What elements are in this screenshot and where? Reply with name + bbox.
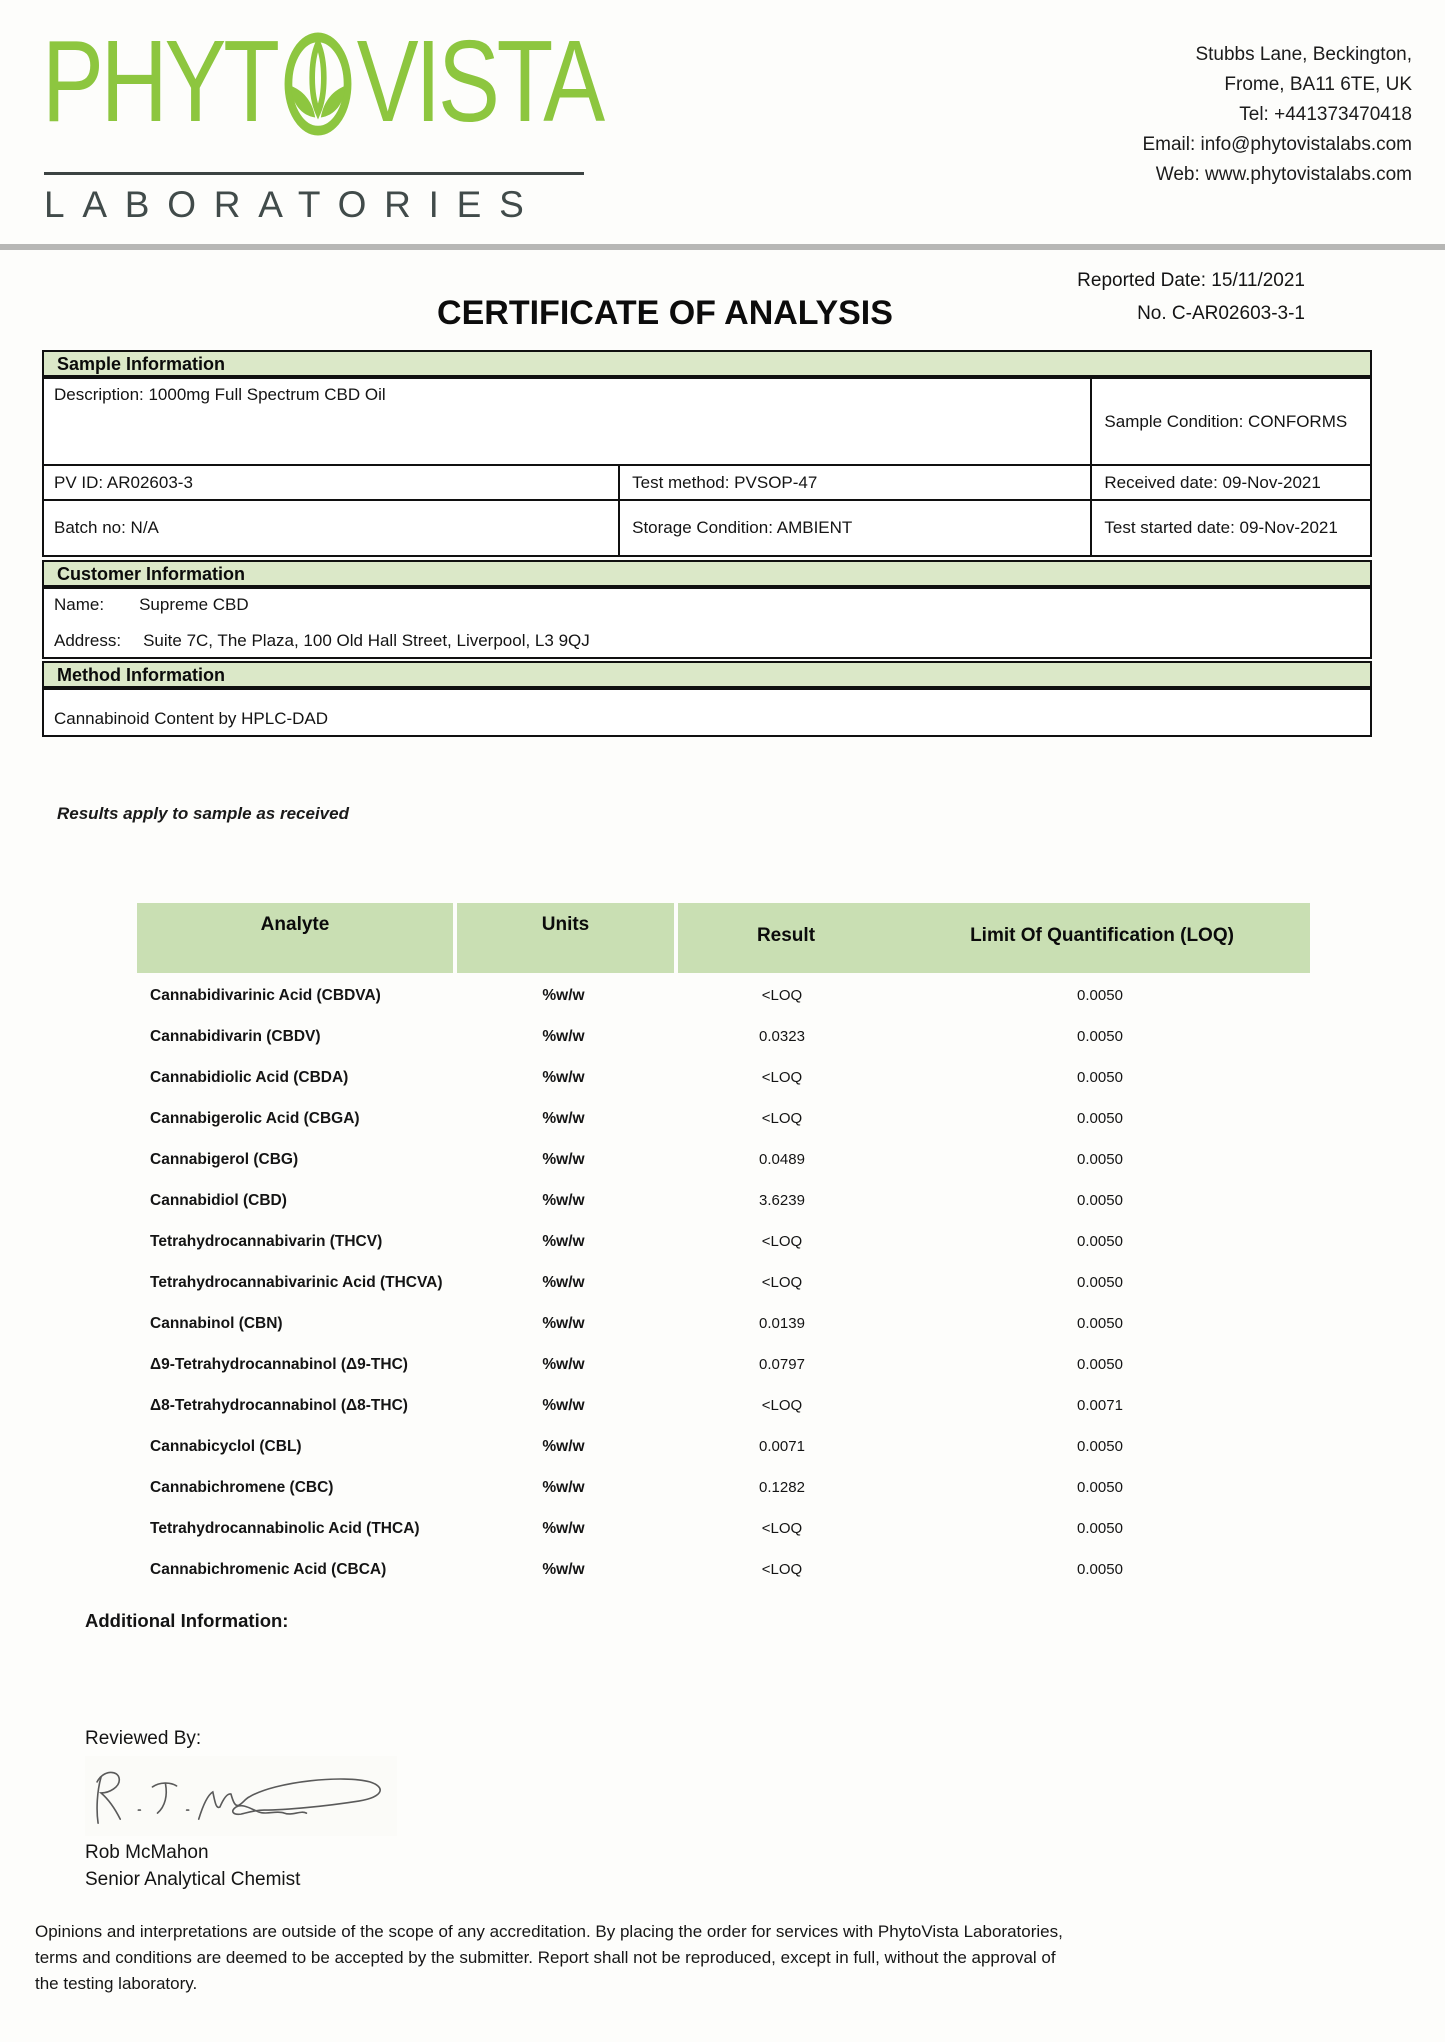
analyte-units: %w/w: [542, 1068, 585, 1086]
analyte-result: 0.0139: [759, 1315, 805, 1332]
header-analyte: Analyte: [137, 903, 453, 973]
header-units: Units: [457, 903, 674, 973]
header-result-loq: [678, 903, 1310, 973]
method-information-header: Method Information: [42, 661, 1372, 688]
test-started-date: Test started date: 09-Nov-2021: [1090, 501, 1370, 555]
results-table-header: [137, 903, 1310, 973]
results-note: Results apply to sample as received: [57, 804, 349, 823]
reported-date: Reported Date: 15/11/2021: [1077, 270, 1305, 291]
logo-subtitle: LABORATORIES: [44, 184, 542, 225]
signature-image: [85, 1756, 397, 1836]
customer-address-line: [54, 631, 1360, 651]
analyte-name: Cannabicyclol (CBL): [150, 1437, 302, 1455]
page-title: CERTIFICATE OF ANALYSIS: [437, 294, 893, 332]
analyte-loq: 0.0050: [1077, 1069, 1123, 1086]
analyte-name: Cannabidiolic Acid (CBDA): [150, 1068, 349, 1086]
table-row: [137, 1467, 1310, 1508]
analyte-loq: 0.0050: [1077, 1192, 1123, 1209]
analyte-loq: 0.0050: [1077, 1110, 1123, 1127]
logo-divider: [44, 172, 584, 175]
method-information-box: [42, 688, 1372, 737]
customer-address: Suite 7C, The Plaza, 100 Old Hall Street, Liverpool, L3 9QJ: [143, 631, 590, 650]
analyte-result: 0.0489: [759, 1151, 805, 1168]
analyte-units: %w/w: [542, 1150, 585, 1168]
analyte-result: 0.0071: [759, 1438, 805, 1455]
analyte-units: %w/w: [542, 1273, 585, 1291]
method-name: Cannabinoid Content by HPLC-DAD: [54, 709, 329, 728]
analyte-name: Cannabidiol (CBD): [150, 1191, 287, 1209]
contact-phone: Tel: +441373470418: [1239, 104, 1412, 125]
sample-information-header: Sample Information: [42, 350, 1372, 377]
batch-no: Batch no: N/A: [54, 518, 159, 537]
table-row: [137, 1016, 1310, 1057]
customer-name: Supreme CBD: [139, 595, 249, 614]
analyte-units: %w/w: [542, 1478, 585, 1496]
analyte-units: %w/w: [542, 1437, 585, 1455]
pv-id: PV ID: AR02603-3: [54, 472, 193, 492]
storage-condition: Storage Condition: AMBIENT: [618, 501, 1090, 555]
contact-web: Web: www.phytovistalabs.com: [1155, 164, 1412, 185]
header-result: Result: [756, 925, 816, 946]
disclaimer-line-3: the testing laboratory.: [35, 1974, 198, 1993]
analyte-units: %w/w: [542, 1191, 585, 1209]
analyte-name: Cannabinol (CBN): [150, 1314, 283, 1332]
customer-information-header: Customer Information: [42, 560, 1372, 587]
sample-description-row: [42, 377, 1372, 466]
received-date: Received date: 09-Nov-2021: [1090, 466, 1370, 499]
analyte-units: %w/w: [542, 1355, 585, 1373]
additional-information-label: Additional Information:: [85, 1610, 289, 1631]
analyte-result: <LOQ: [761, 1110, 803, 1127]
customer-name-label: Name:: [54, 595, 105, 614]
disclaimer-line-1: Opinions and interpretations are outside of the scope of any accreditation. By placing the order for services with PhytoVista Laboratories,: [35, 1922, 1063, 1941]
logo-word-start: PHYT: [42, 16, 277, 146]
reviewer-name: Rob McMahon: [85, 1842, 209, 1863]
contact-email: Email: info@phytovistalabs.com: [1142, 134, 1412, 155]
analyte-result: 0.0323: [759, 1028, 805, 1045]
analyte-units: %w/w: [542, 1232, 585, 1250]
analyte-name: Δ8-Tetrahydrocannabinol (Δ8-THC): [150, 1396, 408, 1414]
phytovista-logo: [42, 18, 602, 146]
analyte-loq: 0.0050: [1077, 1315, 1123, 1332]
contact-address-line-1: Stubbs Lane, Beckington,: [1195, 44, 1412, 65]
analyte-result: <LOQ: [761, 1274, 803, 1291]
reviewed-by-label: Reviewed By:: [85, 1728, 202, 1749]
contact-address-line-2: Frome, BA11 6TE, UK: [1224, 74, 1412, 95]
table-row: [137, 1303, 1310, 1344]
table-row: [137, 1344, 1310, 1385]
analyte-loq: 0.0050: [1077, 1028, 1123, 1045]
sample-condition: Sample Condition: CONFORMS: [1090, 379, 1370, 464]
table-row: [137, 1098, 1310, 1139]
header-loq: Limit Of Quantification (LOQ): [970, 925, 1234, 946]
disclaimer-line-2: terms and conditions are deemed to be accepted by the submitter. Report shall not be reproduced, except in full, without the approval of: [35, 1948, 1056, 1967]
table-row: [137, 975, 1310, 1016]
customer-information-box: [42, 587, 1372, 659]
analyte-name: Tetrahydrocannabivarin (THCV): [150, 1232, 383, 1250]
table-row: [137, 1262, 1310, 1303]
analyte-name: Tetrahydrocannabivarinic Acid (THCVA): [150, 1273, 443, 1291]
analyte-name: Cannabichromenic Acid (CBCA): [150, 1560, 387, 1578]
analyte-loq: 0.0050: [1077, 1561, 1123, 1578]
analyte-name: Tetrahydrocannabinolic Acid (THCA): [150, 1519, 420, 1537]
customer-address-label: Address:: [54, 631, 122, 650]
analyte-units: %w/w: [542, 986, 585, 1004]
analyte-loq: 0.0071: [1077, 1397, 1123, 1414]
analyte-name: Cannabigerol (CBG): [150, 1150, 299, 1168]
analyte-loq: 0.0050: [1077, 1233, 1123, 1250]
table-row: [137, 1426, 1310, 1467]
sample-description: Description: 1000mg Full Spectrum CBD Oil: [54, 385, 386, 404]
table-row: [137, 1549, 1310, 1590]
analyte-result: 3.6239: [759, 1192, 805, 1209]
table-row: [137, 1508, 1310, 1549]
analyte-result: <LOQ: [761, 1561, 803, 1578]
analyte-units: %w/w: [542, 1109, 585, 1127]
analyte-result: <LOQ: [761, 1397, 803, 1414]
results-table-body: [137, 975, 1310, 1590]
disclaimer: [35, 1919, 1430, 1997]
table-row: [137, 1139, 1310, 1180]
logo-wordmark: [42, 16, 602, 146]
leaf-icon: [283, 28, 353, 140]
analyte-name: Cannabigerolic Acid (CBGA): [150, 1109, 360, 1127]
analyte-units: %w/w: [542, 1560, 585, 1578]
report-number: No. C-AR02603-3-1: [1137, 303, 1305, 324]
customer-name-line: [54, 595, 1360, 615]
header-divider: [0, 244, 1445, 250]
table-row: [137, 1057, 1310, 1098]
analyte-loq: 0.0050: [1077, 1479, 1123, 1496]
analyte-result: <LOQ: [761, 1233, 803, 1250]
table-row: [137, 1385, 1310, 1426]
analyte-name: Cannabidivarin (CBDV): [150, 1027, 321, 1045]
results-table: [137, 903, 1310, 1590]
analyte-loq: 0.0050: [1077, 1520, 1123, 1537]
analyte-loq: 0.0050: [1077, 1151, 1123, 1168]
table-row: [137, 1221, 1310, 1262]
analyte-units: %w/w: [542, 1519, 585, 1537]
lab-contact-info: [792, 40, 1412, 190]
logo-word-end: VISTA: [356, 16, 602, 146]
analyte-name: Cannabichromene (CBC): [150, 1478, 334, 1496]
analyte-units: %w/w: [542, 1314, 585, 1332]
sample-batch-row: [42, 499, 1372, 557]
analyte-loq: 0.0050: [1077, 987, 1123, 1004]
analyte-result: <LOQ: [761, 1069, 803, 1086]
analyte-name: Cannabidivarinic Acid (CBDVA): [150, 986, 381, 1004]
analyte-loq: 0.0050: [1077, 1274, 1123, 1291]
analyte-loq: 0.0050: [1077, 1356, 1123, 1373]
analyte-units: %w/w: [542, 1027, 585, 1045]
sample-ids-row: [42, 464, 1372, 501]
reviewer-title: Senior Analytical Chemist: [85, 1869, 301, 1890]
analyte-result: <LOQ: [761, 987, 803, 1004]
analyte-result: 0.1282: [759, 1479, 805, 1496]
analyte-loq: 0.0050: [1077, 1438, 1123, 1455]
test-method: Test method: PVSOP-47: [618, 466, 1090, 499]
analyte-result: <LOQ: [761, 1520, 803, 1537]
analyte-name: Δ9-Tetrahydrocannabinol (Δ9-THC): [150, 1355, 408, 1373]
analyte-result: 0.0797: [759, 1356, 805, 1373]
analyte-units: %w/w: [542, 1396, 585, 1414]
table-row: [137, 1180, 1310, 1221]
